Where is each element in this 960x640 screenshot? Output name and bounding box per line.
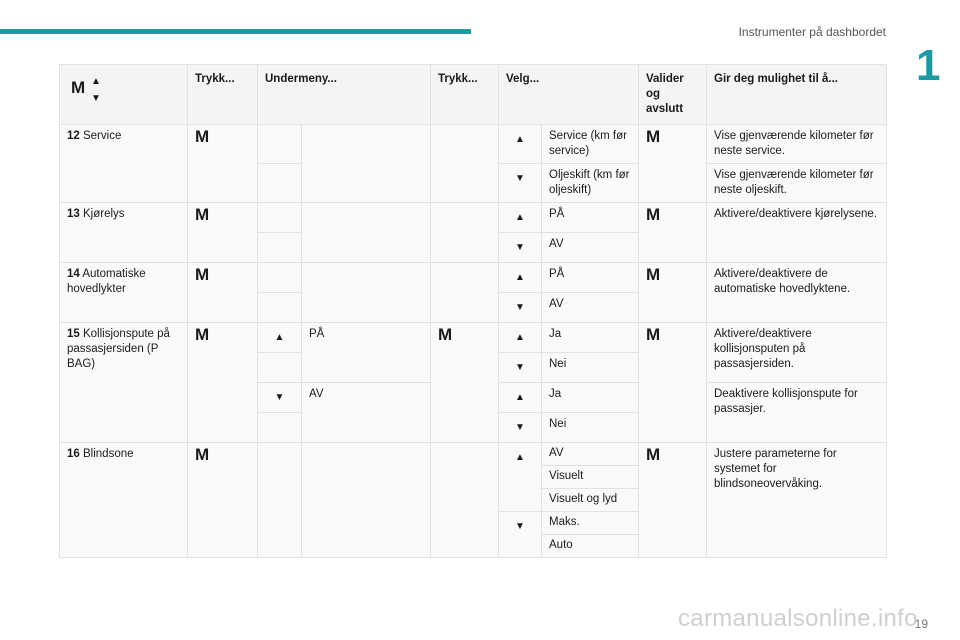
empty-cell xyxy=(258,263,302,293)
header-submenu: Undermeny... xyxy=(258,65,431,125)
page-number: 19 xyxy=(914,617,928,631)
table-row xyxy=(60,125,887,164)
empty-cell xyxy=(431,263,499,323)
table-row xyxy=(60,443,887,466)
header-press-2: Trykk... xyxy=(431,65,499,125)
empty-cell xyxy=(302,125,431,203)
option-visual-sound: Visuelt og lyd xyxy=(542,489,639,512)
description: Aktivere/deaktivere kjørelysene. xyxy=(707,203,887,263)
description: Justere parameterne for systemet for blindsoneovervåking. xyxy=(707,443,887,558)
option-visual: Visuelt xyxy=(542,466,639,489)
m-button-icon: M xyxy=(188,443,258,558)
m-button-icon: M xyxy=(639,203,707,263)
empty-cell xyxy=(258,125,302,164)
settings-menu-table xyxy=(59,64,887,558)
down-arrow-icon: ▼ xyxy=(258,383,302,413)
option-oil-change: Oljeskift (km før oljeskift) xyxy=(542,164,639,203)
up-arrow-icon: ▲ xyxy=(499,263,542,293)
option-service: Service (km før service) xyxy=(542,125,639,164)
empty-cell xyxy=(258,164,302,203)
m-button-icon: M xyxy=(188,125,258,203)
empty-cell xyxy=(258,203,302,233)
header-press-1: Trykk... xyxy=(188,65,258,125)
down-arrow-icon: ▼ xyxy=(499,512,542,558)
empty-cell xyxy=(302,263,431,323)
header-accent-bar xyxy=(0,29,471,34)
option-off: AV xyxy=(542,233,639,263)
option-yes: Ja xyxy=(542,383,639,413)
submenu-on: PÅ xyxy=(302,323,431,383)
m-button-icon: M xyxy=(639,323,707,443)
row-label-blind-spot: 16 Blindsone xyxy=(60,443,188,558)
header-icon-cell xyxy=(60,65,188,125)
option-on: PÅ xyxy=(542,263,639,293)
m-button-icon: M xyxy=(639,443,707,558)
submenu-off: AV xyxy=(302,383,431,443)
up-arrow-icon: ▲ xyxy=(499,383,542,413)
row-label-passenger-airbag: 15 Kollisjonspute på passasjersiden (P BAG) xyxy=(60,323,188,443)
option-off: AV xyxy=(542,443,639,466)
up-arrow-icon: ▲ xyxy=(499,203,542,233)
table-row xyxy=(60,203,887,233)
empty-cell xyxy=(431,443,499,558)
option-on: PÅ xyxy=(542,203,639,233)
table-header-row xyxy=(60,65,887,125)
up-arrow-icon: ▲ xyxy=(499,443,542,512)
description: Vise gjenværende kilometer før neste oljeskift. xyxy=(707,164,887,203)
empty-cell xyxy=(302,443,431,558)
header-description: Gir deg mulighet til å... xyxy=(707,65,887,125)
table-row xyxy=(60,263,887,293)
option-no: Nei xyxy=(542,413,639,443)
up-arrow-icon: ▲ xyxy=(499,125,542,164)
row-label-service: 12 Service xyxy=(60,125,188,203)
option-max: Maks. xyxy=(542,512,639,535)
empty-cell xyxy=(258,413,302,443)
option-no: Nei xyxy=(542,353,639,383)
description: Vise gjenværende kilometer før neste service. xyxy=(707,125,887,164)
empty-cell xyxy=(258,233,302,263)
down-arrow-icon: ▼ xyxy=(499,293,542,323)
header-select: Velg... xyxy=(499,65,639,125)
up-arrow-icon: ▲ xyxy=(258,323,302,353)
m-button-icon: M xyxy=(188,203,258,263)
down-arrow-icon: ▼ xyxy=(499,164,542,203)
description: Aktivere/deaktivere kollisjonsputen på passasjersiden. xyxy=(707,323,887,383)
watermark: carmanualsonline.info xyxy=(678,605,918,632)
empty-cell xyxy=(431,203,499,263)
down-arrow-icon: ▼ xyxy=(499,233,542,263)
empty-cell xyxy=(302,203,431,263)
down-arrow-icon: ▼ xyxy=(499,353,542,383)
description: Aktivere/deaktivere de automatiske hovedlyktene. xyxy=(707,263,887,323)
m-button-icon: M xyxy=(639,125,707,203)
option-off: AV xyxy=(542,293,639,323)
mode-arrows-icon: M ▲ ▼ xyxy=(71,76,101,104)
chapter-number: 1 xyxy=(916,41,941,90)
m-button-icon: M xyxy=(188,323,258,443)
row-label-running-lights: 13 Kjørelys xyxy=(60,203,188,263)
m-button-icon: M xyxy=(431,323,499,443)
section-title: Instrumenter på dashbordet xyxy=(738,25,886,39)
m-button-icon: M xyxy=(639,263,707,323)
header-validate: Valider og avslutt xyxy=(639,65,707,125)
option-auto: Auto xyxy=(542,535,639,558)
table-row xyxy=(60,323,887,353)
empty-cell xyxy=(258,443,302,558)
up-arrow-icon: ▲ xyxy=(499,323,542,353)
empty-cell xyxy=(258,353,302,383)
option-yes: Ja xyxy=(542,323,639,353)
empty-cell xyxy=(431,125,499,203)
chapter-tab xyxy=(908,40,960,92)
down-arrow-icon: ▼ xyxy=(499,413,542,443)
description: Deaktivere kollisjonspute for passasjer. xyxy=(707,383,887,443)
row-label-auto-headlights: 14 Automatiske hovedlykter xyxy=(60,263,188,323)
empty-cell xyxy=(258,293,302,323)
m-button-icon: M xyxy=(188,263,258,323)
